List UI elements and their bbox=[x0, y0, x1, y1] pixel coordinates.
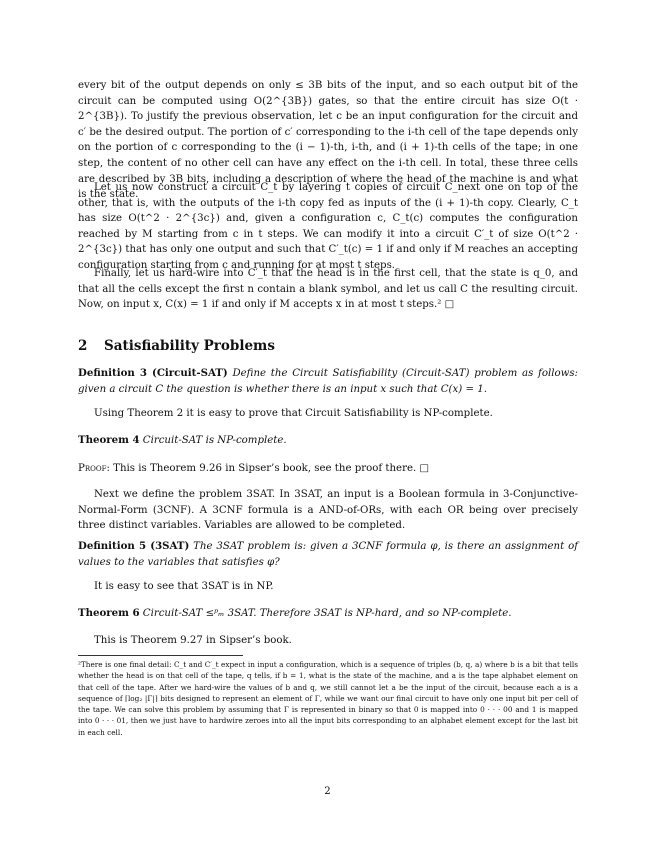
paragraph-circuit-size: every bit of the output depends on only ≤ 3B bits of the input, and so each output bit of the circuit can be computed using O(2^{3B}) gates, so that the entire circuit has size O(t · 2^{3B}). To justify the previous observation, let c be an input configuration for the circuit and c′ be the desired output. The portion of c′ corresponding to the i-th cell of the tape depends only on the portion of c corresponding to the (i − 1)-th, i-th, and (i + 1)-th cells of the tape; in one step, the content of no other cell can have any effect on the i-th cell. In total, these three cells are described by 3B bits, including a description of where the head of the machine is and what is the state. bbox=[78, 80, 578, 201]
theorem-6-body: Circuit-SAT ≤ᵖₘ 3SAT. Therefore 3SAT is NP-hard, and so NP-complete. bbox=[142, 608, 512, 619]
definition-3-lead: Definition 3 (Circuit-SAT) bbox=[78, 367, 228, 379]
paragraph-theorem-927: This is Theorem 9.27 in Sipser’s book. bbox=[94, 635, 292, 646]
definition-5-body: The 3SAT problem is: given a 3CNF formula φ, is there an assignment of values to the variables that satisfies φ? bbox=[78, 541, 578, 568]
footnote-2: ²There is one final detail: C_t and C′_t expect in input a configuration, which is a sequence of triples (b, q, a) where b is a bit that tells whether the head is on that cell of the tape, q tells, if b = 1, what is the state of the machine, and a is the tape alphabet element on that cell of the tape. After we hard-wire the values of b and q, we still cannot let a be the input of the circuit, because each a is a sequence of ⌈log₂ |Γ|⌉ bits designed to represent an element of Γ, while we want our final circuit to have only one input bit per cell of the tape. We can solve this problem by assuming that Γ is represented in binary so that 0 is mapped into 0 · · · 00 and 1 is mapped into 0 · · · 01, then we just have to hardwire zeroes into all the input bits corresponding to an alphabet element except for the last bit in each cell. bbox=[78, 660, 578, 737]
section-heading bbox=[78, 337, 578, 355]
paragraph-3sat-in-np: It is easy to see that 3SAT is in NP. bbox=[94, 581, 274, 592]
footnote-divider bbox=[78, 655, 243, 656]
theorem-4-body: Circuit-SAT is NP-complete. bbox=[142, 435, 287, 446]
definition-5-lead: Definition 5 (3SAT) bbox=[78, 540, 190, 552]
definition-3 bbox=[78, 366, 578, 397]
theorem-4-lead: Theorem 4 bbox=[78, 434, 140, 446]
proof-body: This is Theorem 9.26 in Sipser’s book, see the proof there. □ bbox=[113, 463, 430, 474]
proof-lead: Proof: bbox=[78, 463, 110, 474]
theorem-4 bbox=[78, 433, 578, 449]
page-number: 2 bbox=[324, 786, 331, 797]
theorem-6-lead: Theorem 6 bbox=[78, 607, 140, 619]
paragraph-construct-circuit: Let us now construct a circuit C_t by layering t copies of circuit C_next one on top of the other, that is, with the outputs of the i-th copy fed as inputs of the (i + 1)-th copy. Clearly, C_t has size O(t^2 · 2^{3c}) and, given a configuration c, C_t(c) computes the configuration reached by M starting from c in t steps. We can modify it into a circuit C′_t of size O(t^2 · 2^{3c}) that has only one output and such that C′_t(c) = 1 if and only if M reaches an accepting configuration starting from c and running for at most t steps. bbox=[78, 182, 578, 271]
paragraph-hardwire: Finally, let us hard-wire into C′_t that the head is in the first cell, that the state is q_0, and that all the cells except the first n contain a blank symbol, and let us call C the resulting circuit. Now, on input x, C(x) = 1 if and only if M accepts x in at most t steps.² □ bbox=[78, 268, 578, 311]
paragraph-3sat-definition: Next we define the problem 3SAT. In 3SAT, an input is a Boolean formula in 3-Conjunctive-Normal-Form (3CNF). A 3CNF formula is a AND-of-ORs, with each OR being over precisely three distinct variables. Variables are allowed to be completed. bbox=[78, 489, 578, 532]
theorem-6 bbox=[78, 606, 578, 622]
proof bbox=[78, 461, 578, 477]
definition-3-body: Define the Circuit Satisfiability (Circuit-SAT) problem as follows: given a circuit C the question is whether there is an input x such that C(x) = 1. bbox=[78, 368, 578, 395]
definition-5 bbox=[78, 539, 578, 570]
section-title: Satisfiability Problems bbox=[104, 338, 275, 354]
paragraph-using-theorem: Using Theorem 2 it is easy to prove that Circuit Satisfiability is NP-complete. bbox=[94, 408, 493, 419]
section-number: 2 bbox=[78, 338, 88, 354]
